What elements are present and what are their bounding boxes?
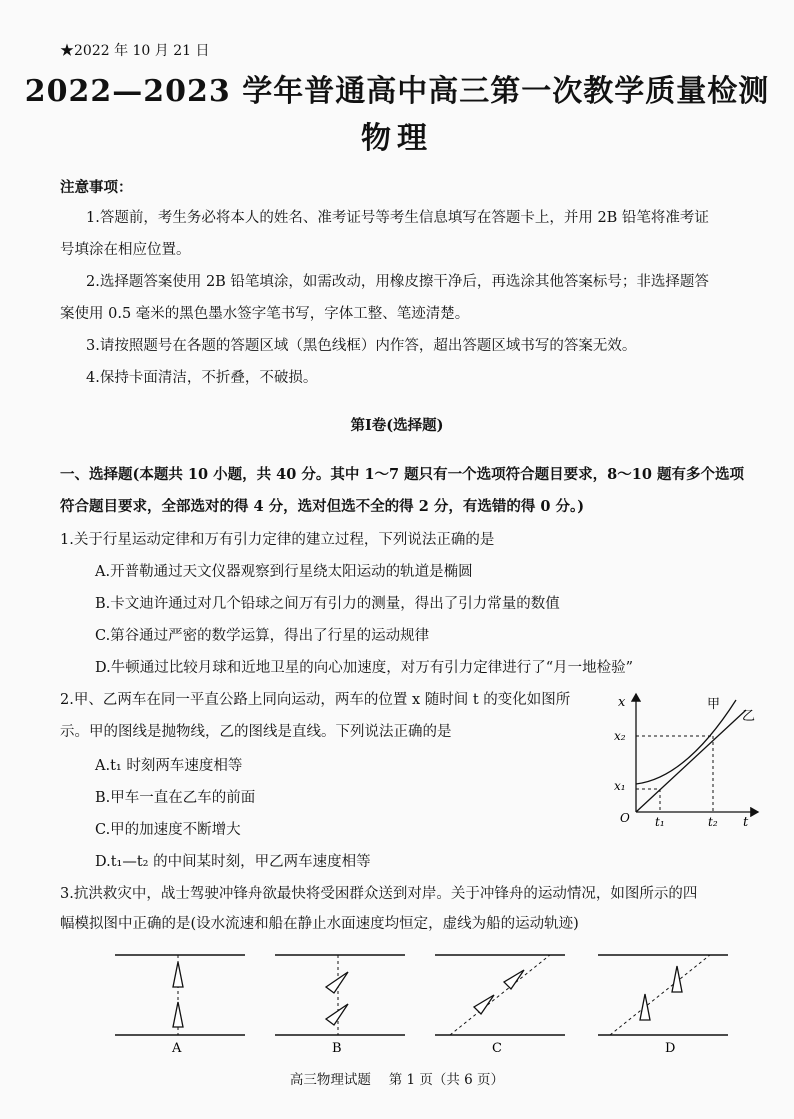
q1-stem: 1.关于行星运动定律和万有引力定律的建立过程，下列说法正确的是	[60, 532, 495, 548]
notes-line-4: 案使用 0.5 毫米的黑色墨水签字笔书写，字体工整、笔迹清楚。	[60, 306, 470, 322]
boat-icon	[326, 972, 348, 993]
notes-line-3: 2.选择题答案使用 2B 铅笔填涂，如需改动，用橡皮擦干净后，再选涂其他答案标号；非选择题答	[86, 274, 709, 290]
diagram-c-label: C	[492, 1041, 502, 1056]
diagram-a-label: A	[172, 1041, 182, 1056]
q2-option-b: B.甲车一直在乙车的前面	[95, 790, 256, 806]
diagram-b-label: B	[332, 1041, 342, 1056]
q2-stem-line-1: 2.甲、乙两车在同一平直公路上同向运动，两车的位置 x 随时间 t 的变化如图所	[60, 692, 571, 708]
part1-line-1: 一、选择题(本题共 10 小题，共 40 分。其中 1～7 题只有一个选项符合题目要求，8～10 题有多个选项	[60, 466, 744, 483]
q2-option-d: D.t₁—t₂ 的中间某时刻，甲乙两车速度相等	[95, 854, 371, 870]
q2-stem-line-2: 示。甲的图线是抛物线，乙的图线是直线。下列说法正确的是	[60, 724, 452, 740]
part1-line-2: 符合题目要求，全部选对的得 4 分，选对但选不全的得 2 分，有选错的得 0 分。)	[60, 498, 585, 515]
boat-icon	[504, 970, 524, 989]
t-axis-label: t	[743, 815, 749, 828]
notes-line-5: 3.请按照题号在各题的答题区域（黑色线框）内作答，超出答题区域书写的答案无效。	[86, 338, 637, 354]
diagram-d	[598, 955, 728, 1056]
curve-label-jia: 甲	[707, 697, 721, 712]
diagram-b	[275, 955, 405, 1056]
q2-option-c: C.甲的加速度不断增大	[95, 822, 241, 838]
q2-xt-graph	[608, 688, 768, 828]
section-title: 第Ⅰ卷(选择题)	[350, 417, 444, 434]
x-axis-label: x	[618, 695, 626, 710]
q1-option-d: D.牛顿通过比较月球和近地卫星的向心加速度，对万有引力定律进行了“月一地检验”	[95, 660, 634, 676]
x1-label: x₁	[614, 779, 626, 793]
line-yi	[636, 710, 746, 812]
q1-option-a: A.开普勒通过天文仪器观察到行星绕太阳运动的轨道是椭圆	[95, 564, 473, 580]
q3-stem-line-2: 幅模拟图中正确的是(设水流速和船在静止水面速度均恒定，虚线为船的运动轨迹)	[60, 916, 579, 932]
boat-icon	[326, 1004, 348, 1025]
boat-icon	[640, 994, 650, 1020]
q2-option-a: A.t₁ 时刻两车速度相等	[95, 758, 243, 774]
diagram-d-label: D	[665, 1041, 676, 1056]
x2-label: x₂	[614, 729, 626, 743]
exam-subject: 物理	[361, 121, 433, 156]
page-footer: 高三物理试题 第 1 页（共 6 页）	[289, 1072, 505, 1088]
exam-date: ★2022 年 10 月 21 日	[60, 43, 210, 59]
q3-stem-line-1: 3.抗洪救灾中，战士驾驶冲锋舟欲最快将受困群众送到对岸。关于冲锋舟的运动情况，如图所示的四	[60, 886, 698, 902]
notes-line-1: 1.答题前，考生务必将本人的姓名、准考证号等考生信息填写在答题卡上，并用 2B 铅笔将准考证	[86, 210, 709, 226]
diagram-a	[115, 955, 245, 1056]
t2-label: t₂	[708, 815, 718, 828]
boat-icon	[474, 995, 494, 1014]
diagram-c	[435, 955, 565, 1056]
q3-boat-diagrams	[110, 950, 730, 1060]
t1-label: t₁	[655, 815, 665, 828]
q1-option-c: C.第谷通过严密的数学运算，得出了行星的运动规律	[95, 628, 430, 644]
boat-icon	[173, 962, 183, 987]
notes-heading: 注意事项：	[60, 179, 133, 196]
exam-title: 2022—2023 学年普通高中高三第一次教学质量检测	[24, 74, 770, 109]
parabola-jia	[636, 700, 736, 784]
origin-label: O	[620, 811, 630, 825]
notes-line-2: 号填涂在相应位置。	[60, 242, 191, 258]
q1-option-b: B.卡文迪许通过对几个铅球之间万有引力的测量，得出了引力常量的数值	[95, 596, 560, 612]
curve-label-yi: 乙	[742, 709, 756, 724]
notes-line-6: 4.保持卡面清洁，不折叠，不破损。	[86, 370, 318, 386]
boat-icon	[173, 1002, 183, 1027]
